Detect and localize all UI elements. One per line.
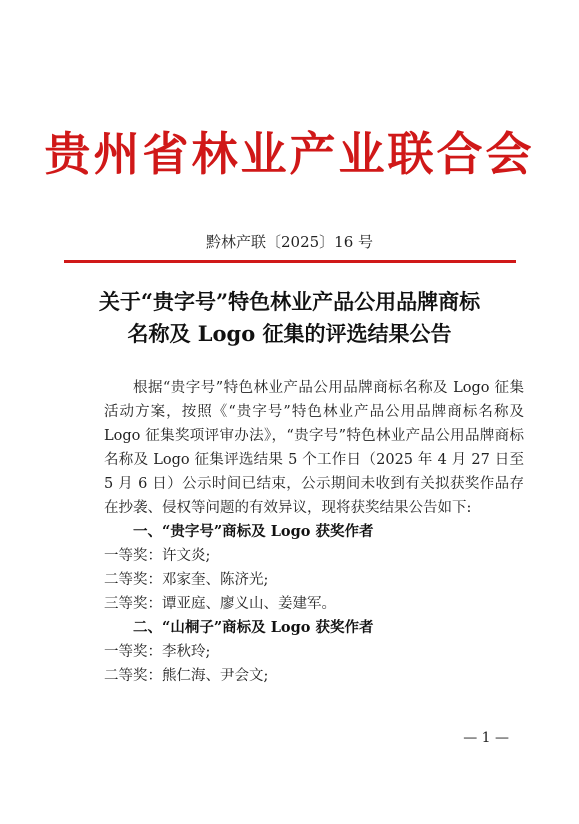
organization-title: 贵州省林业产业联合会 bbox=[44, 127, 535, 181]
document-number: 黔林产联〔2025〕16 号 bbox=[205, 233, 374, 251]
award-line: 二等奖：熊仁海、尹会文; bbox=[104, 668, 269, 684]
award-line: 一等奖：李秋玲; bbox=[104, 644, 211, 660]
notice-title-line-2: 名称及 Logo 征集的评选结果公告 bbox=[127, 321, 452, 346]
award-line: 二等奖：邓家奎、陈济光; bbox=[104, 572, 269, 588]
notice-body bbox=[104, 376, 524, 688]
award-line: 一等奖：许文炎; bbox=[104, 548, 211, 564]
red-divider-line bbox=[64, 260, 516, 263]
award-line: 三等奖：谭亚庭、廖义山、姜建军。 bbox=[104, 596, 336, 612]
intro-paragraph: 根据“贵字号”特色林业产品公用品牌商标名称及 Logo 征集活动方案，按照《“贵字号”特色林业产品公用品牌商标名称及 Logo 征集奖项评审办法》，“贵字号”特色林业产品公用品牌商标名称及 Logo 征集评选结果 5 个工作日（2025 年 4 月 27 日至 5 月 6 日）公示时间已结束，公示期间未收到有关拟获奖作品存在抄袭、侵权等问题的有效异议，现将获奖结果公告如下: bbox=[104, 380, 524, 516]
section-heading-2: 二、“山桐子”商标及 Logo 获奖作者 bbox=[133, 619, 374, 636]
notice-title bbox=[0, 286, 579, 350]
page-number: — 1 — bbox=[463, 730, 509, 746]
section-heading-1: 一、“贵字号”商标及 Logo 获奖作者 bbox=[133, 523, 374, 540]
notice-title-line-1: 关于“贵字号”特色林业产品公用品牌商标 bbox=[98, 289, 481, 314]
